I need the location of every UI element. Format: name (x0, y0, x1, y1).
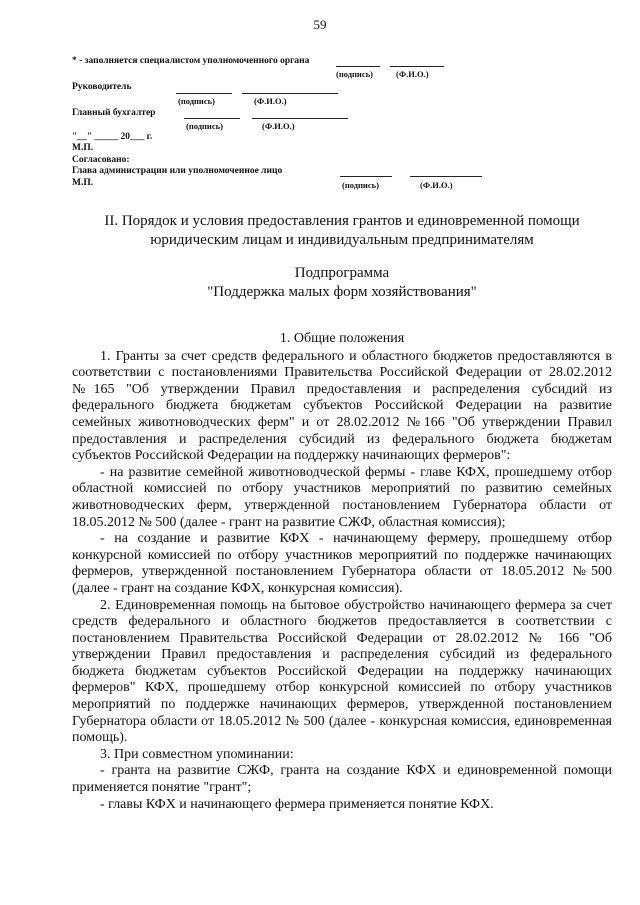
paragraph-3: 3. При совместном упоминании: (100, 746, 294, 762)
paragraph-2: 2. Единовременная помощь на бытовое обустройство начинающего фермера за счет средств федерального и областного бюджетов предоставляется в соответствии с постановлением Правительства Российской Федерации от 28.02.2012 № 166 "Об утверждении Правил предоставления и распределения субсидий из федерального бюджета бюджетам субъектов Российской Федерации на поддержку начинающих фермеров" КФХ, прошедшему отбор конкурсной комиссией по отбору участников мероприятий по поддержке начинающих фермеров, утвержденной постановлением Губернатора области от 18.05.2012 № 500 (далее - конкурсная комиссия, единовременная помощь). (72, 597, 612, 746)
paragraph-3b: - главы КФХ и начинающего фермера применяется понятие КФХ. (100, 796, 494, 812)
paragraph-3a: - гранта на развитие СЖФ, гранта на создание КФХ и единовременной помощи применяется понятие "грант"; (72, 763, 612, 796)
agreed-label: Согласовано: (72, 155, 130, 165)
paragraph-1a: - на развитие семейной животноводческой фермы - главе КФХ, прошедшему отбор областной комиссией по отбору участников мероприятий по развитию семейных животноводческих ферм, утвержденной постановлением Губернатора области от 18.05.2012 № 500 (далее - грант на развитие СЖФ, областная комиссия); (72, 464, 612, 530)
document-body (72, 331, 612, 813)
specialist-note: * - заполняется специалистом уполномоченного органа (72, 56, 310, 66)
signature-caption: (подпись) (336, 69, 373, 79)
name-caption: (Ф.И.О.) (420, 180, 453, 190)
date-line: "__" _____ 20___ г. (72, 132, 153, 142)
subprogram-name: "Поддержка малых форм хозяйствования" (207, 284, 477, 300)
signature-caption: (подпись) (186, 121, 223, 131)
name-caption: (Ф.И.О.) (254, 96, 287, 106)
signature-line (340, 176, 392, 177)
name-caption: (Ф.И.О.) (262, 121, 295, 131)
signature-line (176, 93, 232, 94)
stamp-mark-2: М.П. (72, 178, 94, 188)
section-title: II. Порядок и условия предоставления грантов и единовременной помощи юридическим лицам и индивидуальным предпринимателям (104, 213, 580, 248)
subprogram-label: Подпрограмма (294, 265, 390, 281)
signature-caption: (подпись) (342, 180, 379, 190)
general-heading: 1. Общие положения (279, 331, 405, 346)
stamp-mark: М.П. (72, 143, 94, 153)
page-number: 59 (313, 17, 327, 32)
paragraph-1b: - на создание и развитие КФХ - начинающему фермеру, прошедшему отбор конкурсной комиссией по отбору участников мероприятий по поддержке начинающих фермеров, утвержденной постановлением Губернатора области от 18.05.2012 №500 (далее - грант на создание КФХ, конкурсная комиссия). (72, 531, 612, 596)
paragraph-1: 1. Гранты за счет средств федерального и областного бюджетов предоставляются в соответствии с постановлениями Правительства Российской Федерации от 28.02.2012 №165 "Об утверждении Правил предоставления и распределения субсидий из федерального бюджета бюджетам субъектов Российской Федерации на развитие семейных животноводческих ферм" и от 28.02.2012 №166 "Об утверждении Правил предоставления и распределения субсидий из федерального бюджета бюджетам субъектов Российской Федерации на поддержку начинающих фермеров": (72, 348, 612, 464)
admin-head-label: Глава администрации или уполномоченное лицо (72, 166, 283, 176)
name-line (242, 93, 338, 94)
name-caption: (Ф.И.О.) (396, 69, 429, 79)
signature-line (184, 118, 240, 119)
signature-caption: (подпись) (178, 96, 215, 106)
signature-line (336, 66, 380, 67)
name-line (410, 176, 482, 177)
name-line (252, 118, 348, 119)
name-line (390, 66, 444, 67)
accountant-label: Главный бухгалтер (72, 108, 156, 118)
head-label: Руководитель (72, 82, 132, 92)
